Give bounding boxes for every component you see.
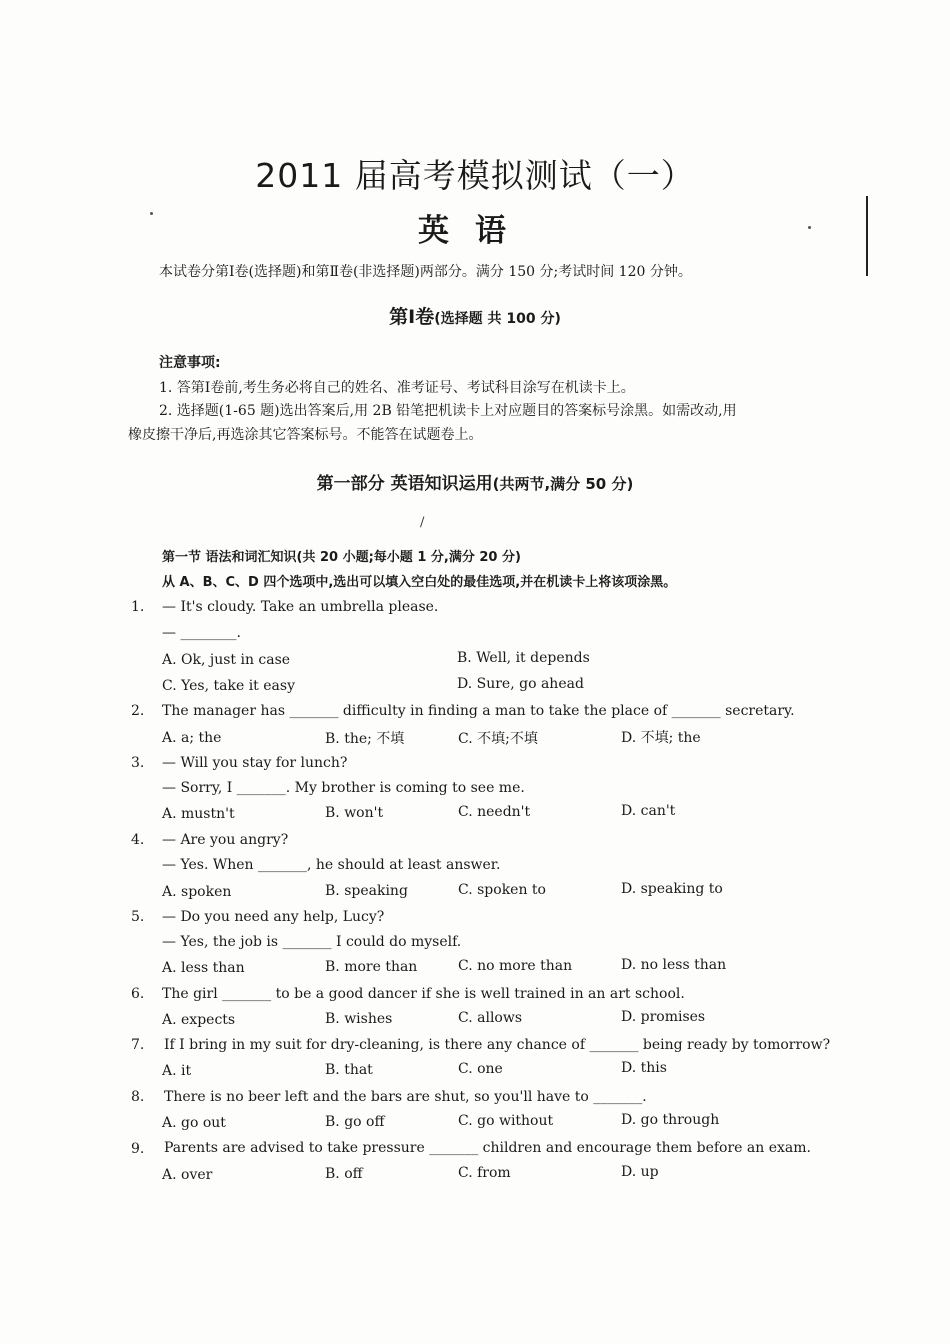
question-number: 1. <box>131 599 145 615</box>
option-c[interactable]: C. no more than <box>458 958 573 974</box>
option-b[interactable]: B. go off <box>325 1114 385 1130</box>
question-number: 6. <box>131 986 145 1002</box>
option-c[interactable]: C. one <box>458 1061 503 1077</box>
option-b[interactable]: B. wishes <box>325 1011 393 1027</box>
option-a[interactable]: A. spoken <box>162 884 232 900</box>
question-response: — Yes, the job is _______ I could do myself. <box>162 934 462 950</box>
section1-instruction: 从 A、B、C、D 四个选项中,选出可以填入空白处的最佳选项,并在机读卡上将该项涂黑。 <box>162 575 677 590</box>
option-d[interactable]: D. 不填; the <box>621 730 701 746</box>
question-stem: Parents are advised to take pressure _______ children and encourage them before an exam. <box>164 1140 811 1156</box>
question-stem: — Will you stay for lunch? <box>162 755 348 771</box>
question-number: 3. <box>131 755 145 771</box>
option-c[interactable]: C. spoken to <box>458 882 546 898</box>
option-d[interactable]: D. up <box>621 1164 659 1180</box>
part1-heading <box>0 469 950 494</box>
question-stem: — It's cloudy. Take an umbrella please. <box>162 599 439 615</box>
notice-item-2-line-1: 2. 选择题(1-65 题)选出答案后,用 2B 铅笔把机读卡上对应题目的答案标号涂黑。如需改动,用 <box>159 403 737 419</box>
subject-title: 英语 <box>418 213 532 249</box>
question-number: 7. <box>131 1037 145 1053</box>
option-c[interactable]: C. 不填;不填 <box>458 731 538 747</box>
option-c[interactable]: C. from <box>458 1165 511 1181</box>
option-a[interactable]: A. over <box>162 1167 213 1183</box>
option-d[interactable]: D. can't <box>621 803 676 819</box>
question-number: 5. <box>131 909 145 925</box>
option-a[interactable]: A. mustn't <box>162 806 235 822</box>
option-b[interactable]: B. speaking <box>325 883 408 899</box>
option-b[interactable]: B. off <box>325 1166 363 1182</box>
question-response: — Yes. When _______, he should at least answer. <box>162 857 501 873</box>
page-title: 2011 届高考模拟测试（一） <box>255 156 695 195</box>
option-a[interactable]: A. it <box>162 1063 192 1079</box>
option-c[interactable]: C. needn't <box>458 804 531 820</box>
question-stem: The manager has _______ difficulty in finding a man to take the place of _______ secretary. <box>162 703 795 719</box>
volume-subtitle: (选择题 共 100 分) <box>434 311 561 327</box>
option-a[interactable]: A. go out <box>162 1115 226 1131</box>
question-stem: There is no beer left and the bars are shut, so you'll have to _______. <box>164 1089 647 1105</box>
exam-intro: 本试卷分第Ⅰ卷(选择题)和第Ⅱ卷(非选择题)两部分。满分 150 分;考试时间 120 分钟。 <box>159 264 692 280</box>
notice-item-2-line-2: 橡皮擦干净后,再选涂其它答案标号。不能答在试题卷上。 <box>128 427 483 443</box>
notice-title: 注意事项: <box>159 355 221 371</box>
option-a[interactable]: A. expects <box>162 1012 236 1028</box>
option-b[interactable]: B. more than <box>325 959 418 975</box>
option-d[interactable]: D. go through <box>621 1112 720 1128</box>
option-b[interactable]: B. Well, it depends <box>457 650 590 666</box>
option-d[interactable]: D. this <box>621 1060 667 1076</box>
question-number: 4. <box>131 832 145 848</box>
part1-title: 第一部分 英语知识运用 <box>316 474 493 494</box>
question-stem: — Do you need any help, Lucy? <box>162 909 385 925</box>
question-stem: — Are you angry? <box>162 832 289 848</box>
option-d[interactable]: D. promises <box>621 1009 706 1025</box>
option-b[interactable]: B. the; 不填 <box>325 731 405 747</box>
notice-item-1: 1. 答第Ⅰ卷前,考生务必将自己的姓名、准考证号、考试科目涂写在机读卡上。 <box>159 380 635 396</box>
question-number: 8. <box>131 1089 145 1105</box>
stray-mark: / <box>420 515 425 530</box>
option-d[interactable]: D. no less than <box>621 957 727 973</box>
option-c[interactable]: C. allows <box>458 1010 523 1026</box>
option-c[interactable]: C. Yes, take it easy <box>162 678 295 694</box>
question-response: — Sorry, I _______. My brother is coming to see me. <box>162 780 525 796</box>
option-b[interactable]: B. that <box>325 1062 373 1078</box>
option-c[interactable]: C. go without <box>458 1113 554 1129</box>
option-b[interactable]: B. won't <box>325 805 384 821</box>
question-stem: If I bring in my suit for dry-cleaning, is there any chance of _______ being ready by tomorrow? <box>164 1037 831 1053</box>
option-d[interactable]: D. Sure, go ahead <box>457 676 584 692</box>
question-number: 9. <box>131 1141 145 1157</box>
question-number: 2. <box>131 703 145 719</box>
volume-heading <box>0 302 950 329</box>
option-a[interactable]: A. Ok, just in case <box>162 652 291 668</box>
question-response: — ________. <box>162 625 241 641</box>
volume-title: 第Ⅰ卷 <box>389 306 435 328</box>
option-a[interactable]: A. less than <box>162 960 245 976</box>
question-stem: The girl _______ to be a good dancer if she is well trained in an art school. <box>162 986 685 1002</box>
option-d[interactable]: D. speaking to <box>621 881 723 897</box>
section1-title: 第一节 语法和词汇知识(共 20 小题;每小题 1 分,满分 20 分) <box>162 550 521 565</box>
option-a[interactable]: A. a; the <box>162 730 222 746</box>
part1-subtitle: (共两节,满分 50 分) <box>492 475 634 493</box>
